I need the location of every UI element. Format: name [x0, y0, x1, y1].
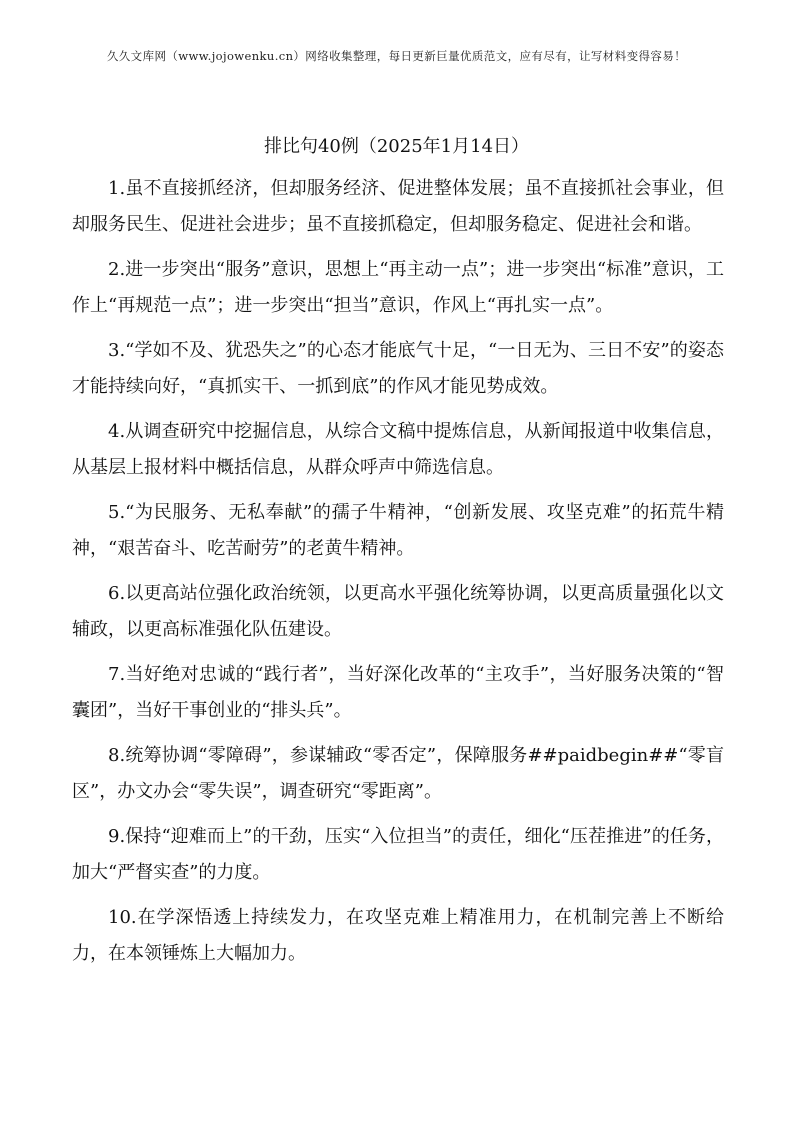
paragraph-2: 2.进一步突出“服务”意识，思想上“再主动一点”；进一步突出“标准”意识，工作上“再规范一点”；进一步突出“担当”意识，作风上“再扎实一点”。	[72, 259, 724, 316]
document-body	[72, 171, 724, 981]
page-header: 久久文库网（www.jojowenku.cn）网络收集整理，每日更新巨量优质范文，应有尽有，让写材料变得容易！	[106, 49, 687, 63]
paragraph-5: 5.“为民服务、无私奉献”的孺子牛精神，“创新发展、攻坚克难”的拓荒牛精神，“艰苦奋斗、吃苦耐劳”的老黄牛精神。	[72, 502, 724, 559]
paragraph-6: 6.以更高站位强化政治统领，以更高水平强化统筹协调，以更高质量强化以文辅政，以更高标准强化队伍建设。	[72, 583, 724, 640]
paragraph-8: 8.统筹协调“零障碍”，参谋辅政“零否定”，保障服务##paidbegin##“零盲区”，办文办会“零失误”，调查研究“零距离”。	[72, 745, 724, 802]
paragraph-4: 4.从调查研究中挖掘信息，从综合文稿中提炼信息，从新闻报道中收集信息，从基层上报材料中概括信息，从群众呼声中筛选信息。	[72, 421, 724, 478]
paragraph-10: 10.在学深悟透上持续发力，在攻坚克难上精准用力，在机制完善上不断给力，在本领锤炼上大幅加力。	[72, 907, 724, 964]
paragraph-7: 7.当好绝对忠诚的“践行者”，当好深化改革的“主攻手”，当好服务决策的“智囊团”，当好干事创业的“排头兵”。	[72, 664, 724, 721]
document-title: 排比句40例（2025年1月14日）	[263, 136, 530, 157]
paragraph-3: 3.“学如不及、犹恐失之”的心态才能底气十足，“一日无为、三日不安”的姿态才能持续向好，“真抓实干、一抓到底”的作风才能见势成效。	[72, 340, 724, 397]
paragraph-1: 1.虽不直接抓经济，但却服务经济、促进整体发展；虽不直接抓社会事业，但却服务民生、促进社会进步；虽不直接抓稳定，但却服务稳定、促进社会和谐。	[72, 178, 724, 235]
paragraph-9: 9.保持“迎难而上”的干劲，压实“入位担当”的责任，细化“压茬推进”的任务，加大“严督实查”的力度。	[72, 826, 724, 883]
